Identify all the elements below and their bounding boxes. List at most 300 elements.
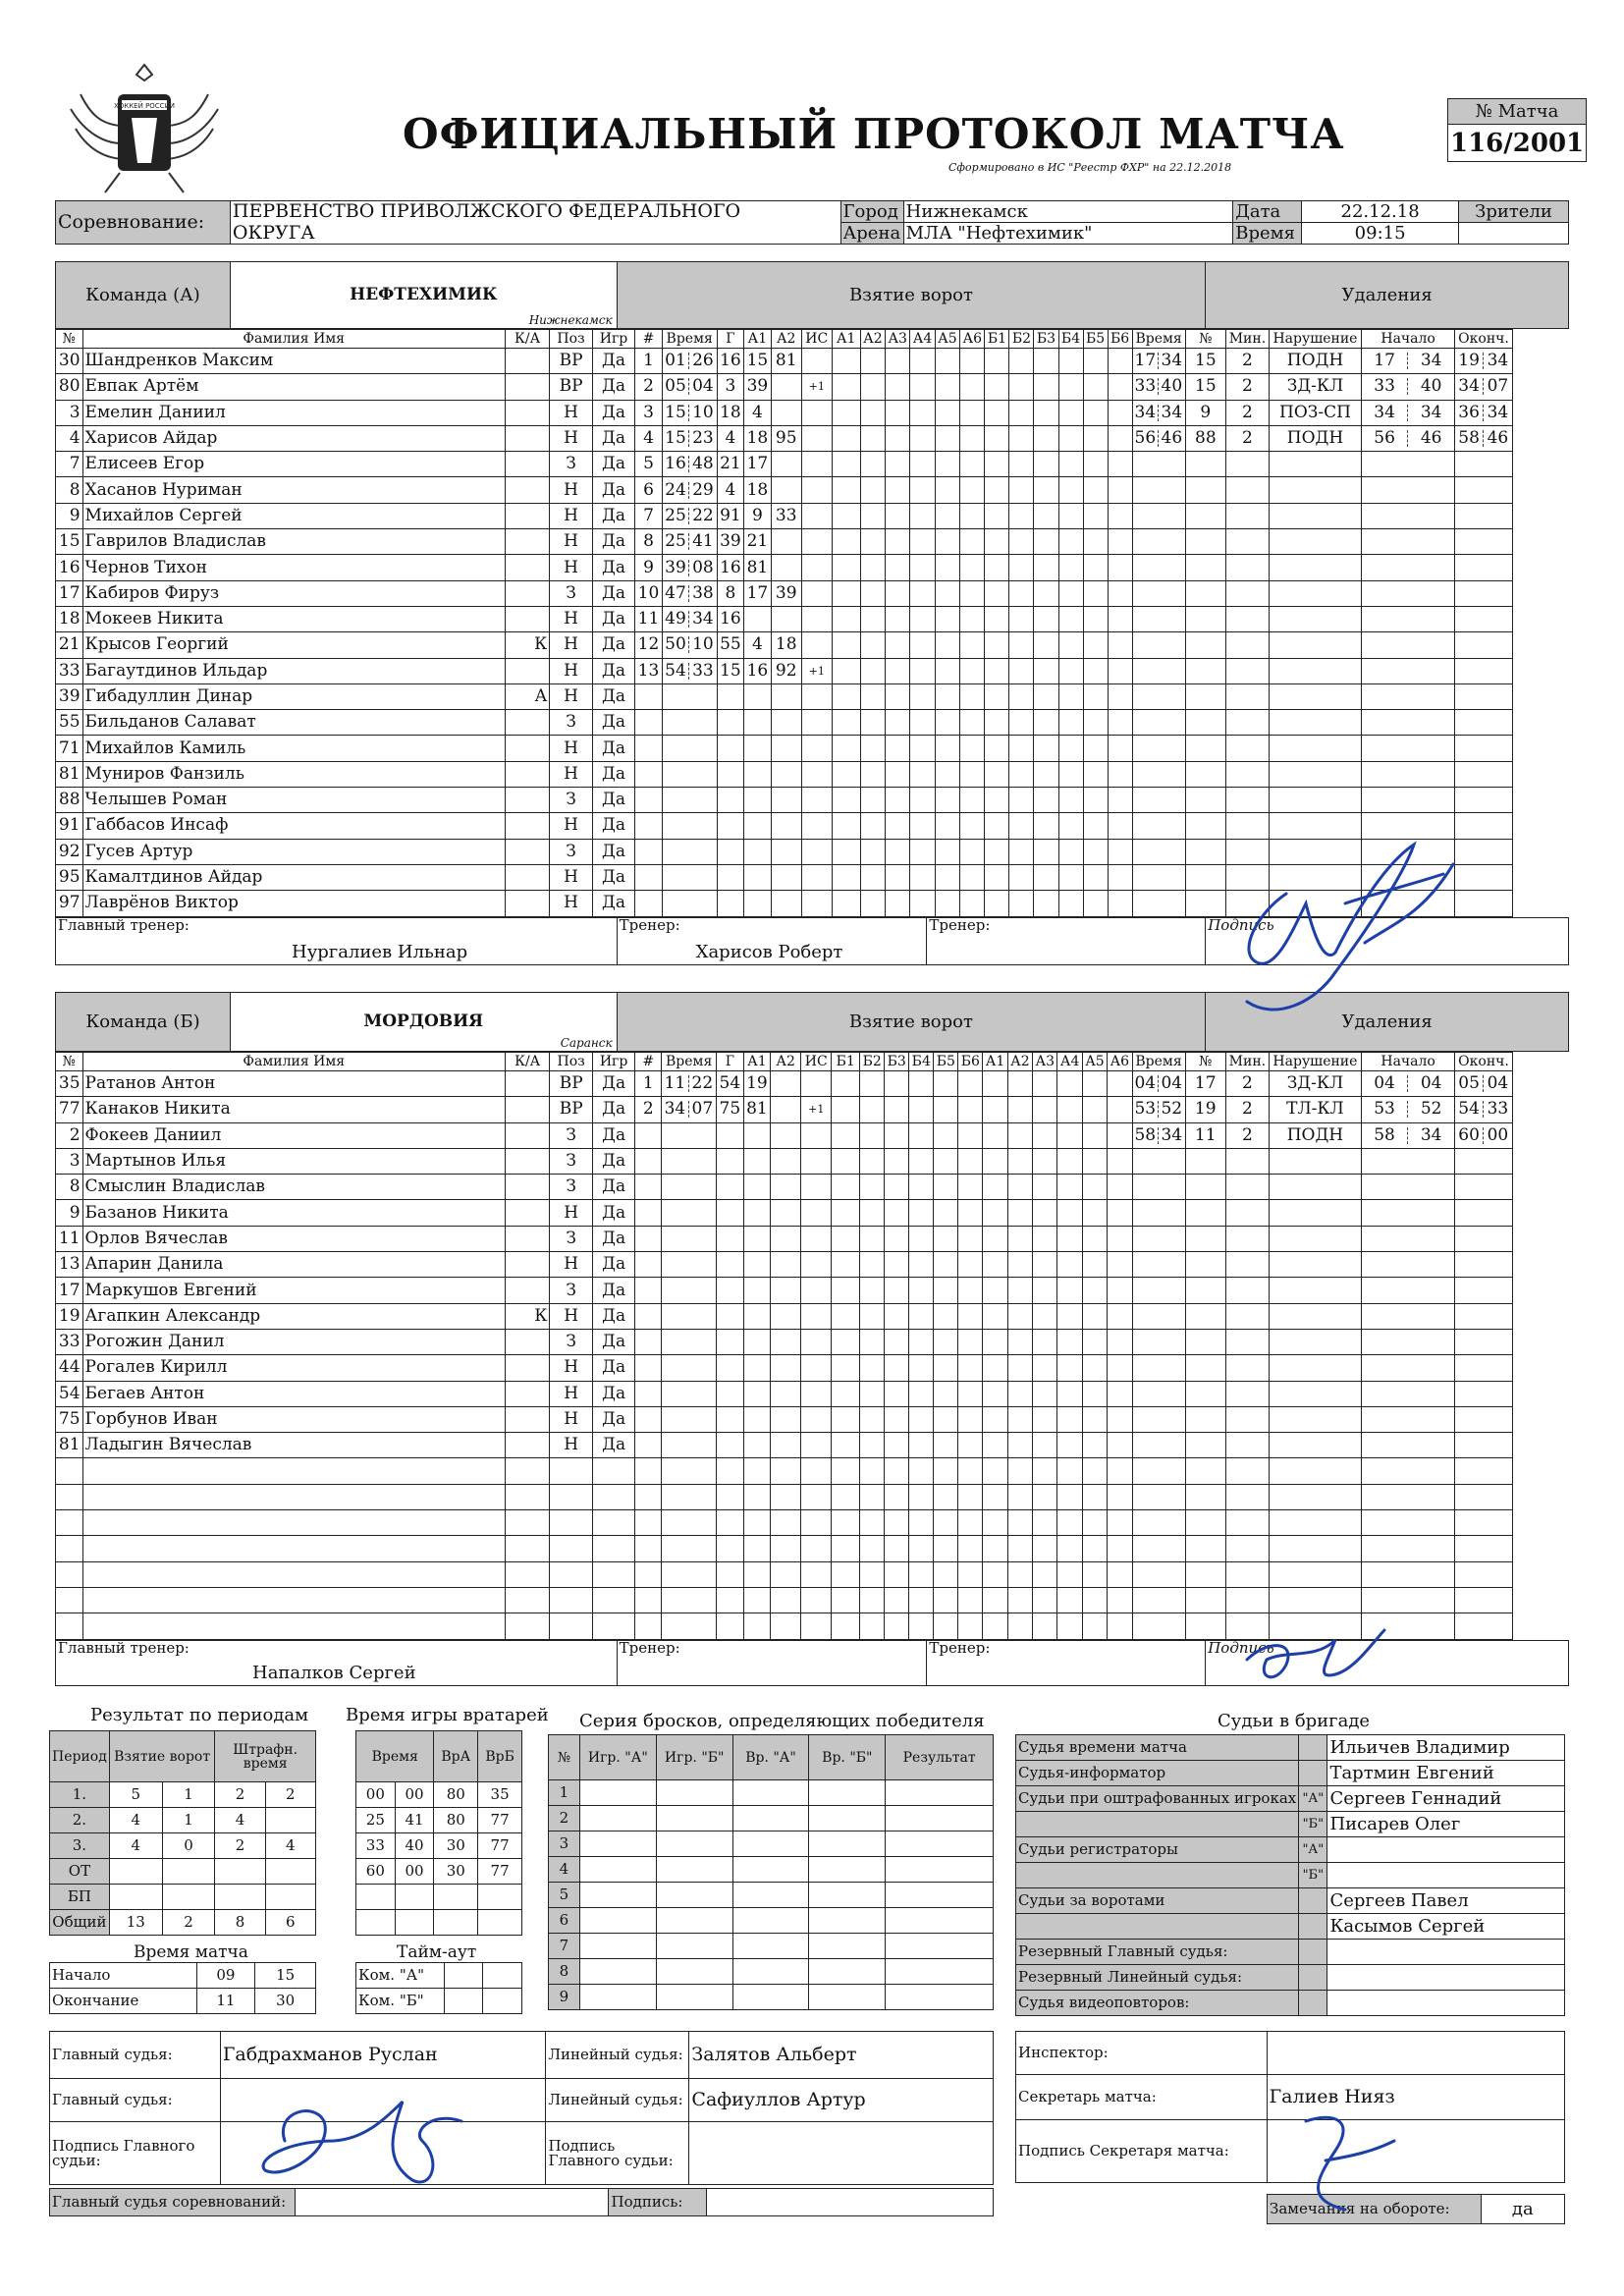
player-position (550, 1510, 592, 1536)
shootout-cell (732, 1985, 809, 2010)
player-number (56, 1587, 83, 1613)
goal-assist-1 (744, 864, 772, 890)
penalty-time (1132, 1433, 1185, 1458)
table-row (1016, 1914, 1565, 1940)
on-ice-cell (960, 891, 985, 916)
on-ice-cell (1009, 349, 1034, 374)
competition-info (55, 200, 1569, 245)
on-ice-cell (910, 683, 935, 709)
on-ice-cell (1083, 761, 1108, 787)
player-position: З (550, 1175, 592, 1200)
player-name: Горбунов Иван (82, 1406, 505, 1432)
on-ice-cell (1057, 1406, 1082, 1432)
goal-time (662, 1406, 717, 1432)
penalty-start (1362, 349, 1455, 374)
on-ice-cell (1058, 632, 1083, 658)
penalty-player (1185, 529, 1225, 555)
penalty-player (1185, 761, 1225, 787)
referee-name: Сергеев Павел (1327, 1888, 1565, 1914)
goal-min: 50 (663, 636, 689, 653)
table-row (56, 683, 1569, 709)
on-ice-cell (910, 761, 935, 787)
player-number: 92 (56, 839, 83, 864)
period-pen-a (215, 1885, 265, 1910)
player-captain (505, 529, 550, 555)
player-name: Бегаев Антон (82, 1381, 505, 1406)
player-captain (505, 1122, 550, 1148)
on-ice-cell (983, 1175, 1007, 1200)
penalty-violation: ПОДН (1269, 349, 1361, 374)
player-number: 33 (56, 1329, 83, 1354)
on-ice-cell (860, 1484, 885, 1509)
player-position (550, 1484, 592, 1509)
shootout-cell (886, 1985, 994, 2010)
player-played: Да (592, 425, 634, 451)
on-ice-cell (960, 477, 985, 503)
on-ice-cell (1083, 555, 1108, 580)
period-pen-a: 8 (215, 1910, 265, 1936)
on-ice-cell (934, 1484, 958, 1509)
grid-header-21: Б5 (1083, 330, 1108, 349)
goalie-b (478, 1910, 522, 1936)
player-played: Да (592, 1097, 634, 1122)
penalty-violation (1269, 1329, 1361, 1354)
penalty-violation (1269, 1587, 1361, 1613)
penalty-end (1455, 1097, 1513, 1122)
periods-title: Результат по периодам (90, 1705, 309, 1725)
on-ice-cell (935, 555, 959, 580)
on-ice-cell (910, 529, 935, 555)
player-name: Ратанов Антон (82, 1071, 505, 1097)
player-name: Михайлов Сергей (82, 503, 505, 528)
shootout-header: Результат (886, 1735, 994, 1780)
player-position: ВР (550, 349, 592, 374)
goal-assist-2 (771, 1355, 801, 1381)
on-ice-cell (934, 1278, 958, 1303)
player-captain (505, 1175, 550, 1200)
goal-min: 24 (663, 482, 689, 499)
penalty-minutes (1225, 1148, 1269, 1174)
penalty-time (1132, 1355, 1185, 1381)
on-ice-cell (1108, 1406, 1132, 1432)
penalty-minutes (1226, 529, 1270, 555)
player-number: 3 (56, 1148, 83, 1174)
competition-name-1: ПЕРВЕНСТВО ПРИВОЛЖСКОГО ФЕДЕРАЛЬНОГО (230, 201, 840, 223)
penalty-start (1362, 400, 1455, 425)
table-row (1016, 1888, 1565, 1914)
period-goals-a (109, 1885, 162, 1910)
table-row (1016, 1812, 1565, 1837)
on-ice-cell (1007, 1097, 1032, 1122)
goalie-a: 30 (434, 1833, 478, 1859)
on-ice-cell (983, 1252, 1007, 1278)
penalty-player (1185, 1536, 1225, 1561)
player-position: Н (550, 864, 592, 890)
player-number: 88 (56, 788, 83, 813)
goal-assist-1: 9 (744, 503, 772, 528)
grid-header-18: Б2 (1009, 330, 1034, 349)
goal-index (635, 1587, 662, 1613)
goal-time (662, 658, 717, 683)
goal-time (662, 710, 717, 736)
player-position (550, 1613, 592, 1639)
goal-assist-1 (744, 683, 772, 709)
penalty-player (1185, 658, 1225, 683)
shootout-cell (809, 1985, 886, 2010)
secretary-sign-label: Подпись Секретаря матча: (1016, 2120, 1268, 2183)
goal-situation (801, 891, 832, 916)
shootout-title: Серия бросков, определяющих победителя (579, 1711, 985, 1731)
goal-assist-1 (744, 710, 772, 736)
penalty-minutes (1225, 1278, 1269, 1303)
penalty-violation (1269, 736, 1361, 761)
on-ice-cell (860, 839, 885, 864)
on-ice-cell (860, 1587, 885, 1613)
on-ice-cell (958, 1303, 983, 1329)
player-captain (505, 1587, 550, 1613)
period-goals-b: 1 (162, 1782, 215, 1808)
goal-time (662, 683, 717, 709)
penalty-start (1362, 1510, 1455, 1536)
referee-team-mark (1299, 1735, 1327, 1761)
penalty-player: 17 (1185, 1071, 1225, 1097)
player-number (56, 1510, 83, 1536)
on-ice-cell (860, 761, 885, 787)
penalty-end (1455, 1561, 1513, 1587)
grid-header-7: Г (717, 1053, 744, 1071)
penalty-violation (1269, 1484, 1361, 1509)
penalty-violation (1269, 555, 1361, 580)
player-name: Михайлов Камиль (82, 736, 505, 761)
main-referee-sign-label-2: Подпись Главного судьи: (546, 2122, 689, 2185)
goal-index: 6 (635, 477, 663, 503)
on-ice-cell (832, 400, 860, 425)
on-ice-cell (958, 1097, 983, 1122)
goal-assist-2: 39 (771, 580, 801, 606)
player-played: Да (592, 349, 634, 374)
on-ice-cell (1108, 864, 1132, 890)
on-ice-cell (885, 1200, 909, 1226)
shootout-round: 9 (549, 1985, 580, 2010)
table-row (1016, 1837, 1565, 1863)
match-number: 116/2001 (1448, 125, 1587, 162)
on-ice-cell (1108, 788, 1132, 813)
penalty-end (1455, 632, 1513, 658)
competition-sign-label: Подпись: (609, 2189, 707, 2216)
goalie-change-min: 33 (356, 1833, 396, 1859)
shootout-cell (809, 1959, 886, 1985)
goal-time (662, 1536, 717, 1561)
competition-referee-table (49, 2188, 994, 2216)
on-ice-cell (1108, 1433, 1132, 1458)
period-goals-b: 1 (162, 1808, 215, 1833)
penalty-time (1132, 580, 1185, 606)
on-ice-cell (1082, 1458, 1107, 1484)
goal-time (662, 477, 717, 503)
date-label: Дата (1233, 201, 1302, 223)
team-b-coach2-cell (927, 1640, 1206, 1685)
penalty-time (1132, 606, 1185, 631)
goal-scorer (717, 1484, 744, 1509)
penalty-violation: ПОДН (1269, 425, 1361, 451)
penalty-violation (1269, 503, 1361, 528)
on-ice-cell (1034, 683, 1058, 709)
penalty-minutes (1225, 1433, 1269, 1458)
penalty-player (1185, 1200, 1225, 1226)
goal-situation (801, 529, 832, 555)
goal-situation (801, 1226, 832, 1251)
goal-index (635, 839, 663, 864)
goal-scorer (717, 1226, 744, 1251)
team-a-name: НЕФТЕХИМИК (350, 285, 498, 304)
goal-time (662, 503, 717, 528)
penalty-min: 33 (1133, 378, 1160, 395)
penalty-violation (1269, 1148, 1361, 1174)
on-ice-cell (860, 400, 885, 425)
grid-header-12: А2 (860, 330, 885, 349)
on-ice-cell (860, 1200, 885, 1226)
player-name: Канаков Никита (82, 1097, 505, 1122)
on-ice-cell (860, 891, 885, 916)
on-ice-cell (1108, 477, 1132, 503)
goal-time (662, 1122, 717, 1148)
goal-assist-1 (743, 1200, 771, 1226)
player-position: Н (550, 1355, 592, 1381)
on-ice-cell (860, 1406, 885, 1432)
goal-index (635, 1510, 662, 1536)
goal-time (662, 632, 717, 658)
on-ice-cell (1033, 1381, 1057, 1406)
shootout-cell (656, 1831, 732, 1857)
on-ice-cell (1083, 425, 1108, 451)
on-ice-cell (1034, 788, 1058, 813)
penalty-violation: ЗД-КЛ (1269, 1071, 1361, 1097)
goal-index (635, 710, 663, 736)
shootout-cell (656, 1934, 732, 1959)
on-ice-cell (832, 813, 860, 839)
penalty-player: 9 (1185, 400, 1225, 425)
goal-time (662, 529, 717, 555)
grid-header-3: Поз (550, 330, 592, 349)
penalty-end (1455, 580, 1513, 606)
goal-time (662, 1278, 717, 1303)
on-ice-cell (935, 683, 959, 709)
player-position: Н (550, 1252, 592, 1278)
on-ice-cell (909, 1278, 934, 1303)
player-number: 75 (56, 1406, 83, 1432)
table-row (56, 425, 1569, 451)
player-number: 39 (56, 683, 83, 709)
goal-situation (801, 503, 832, 528)
penalty-end (1455, 1406, 1513, 1432)
on-ice-cell (860, 632, 885, 658)
on-ice-cell (860, 1561, 885, 1587)
player-number: 9 (56, 503, 83, 528)
on-ice-cell (832, 632, 860, 658)
table-row (56, 374, 1569, 400)
penalty-time (1132, 1613, 1185, 1639)
goal-time (662, 1510, 717, 1536)
goalies-h-b: ВрБ (478, 1731, 522, 1782)
penalty-minutes (1226, 555, 1270, 580)
goalies-title: Время игры вратарей (346, 1705, 549, 1725)
penalty-start-min: 34 (1362, 405, 1408, 421)
player-captain (505, 400, 550, 425)
player-name: Гибадуллин Динар (82, 683, 505, 709)
penalty-time (1132, 1097, 1185, 1122)
player-played: Да (592, 1433, 634, 1458)
penalty-start-min: 53 (1362, 1101, 1408, 1118)
on-ice-cell (886, 503, 910, 528)
period-name: БП (50, 1885, 110, 1910)
on-ice-cell (1007, 1175, 1032, 1200)
goal-time (662, 891, 717, 916)
period-pen-a: 4 (215, 1808, 265, 1833)
table-row (549, 1985, 994, 2010)
penalty-violation: ПОЗ-СП (1269, 400, 1361, 425)
timeout-title: Тайм-аут (397, 1942, 477, 1962)
player-captain: К (505, 632, 550, 658)
goal-situation (801, 1355, 832, 1381)
goal-assist-2: 18 (771, 632, 801, 658)
on-ice-cell (1033, 1226, 1057, 1251)
goal-time (662, 1329, 717, 1354)
goal-index: 3 (635, 400, 663, 425)
goal-index (635, 1226, 662, 1251)
player-number: 17 (56, 580, 83, 606)
on-ice-cell (1082, 1406, 1107, 1432)
on-ice-cell (983, 1381, 1007, 1406)
on-ice-cell (1034, 736, 1058, 761)
penalty-start-sec: 34 (1420, 402, 1442, 422)
table-row (549, 1780, 994, 1806)
on-ice-cell (983, 1458, 1007, 1484)
on-ice-cell (832, 788, 860, 813)
goal-sec: 22 (691, 1073, 714, 1094)
goal-assist-1 (743, 1510, 771, 1536)
on-ice-cell (1033, 1278, 1057, 1303)
team-a-goals-title: Взятие ворот (617, 262, 1206, 329)
grid-header-3: Поз (550, 1053, 592, 1071)
on-ice-cell (983, 1278, 1007, 1303)
penalty-start (1362, 1071, 1455, 1097)
goalie-a (434, 1910, 478, 1936)
grid-header-22: Б6 (1108, 330, 1132, 349)
goal-situation (801, 1613, 832, 1639)
grid-header-14: Б4 (909, 1053, 934, 1071)
penalty-start (1362, 1458, 1455, 1484)
player-position: Н (550, 400, 592, 425)
on-ice-cell (860, 1329, 885, 1354)
player-captain (505, 864, 550, 890)
penalty-start (1362, 1097, 1455, 1122)
goal-index: 9 (635, 555, 663, 580)
goal-assist-1 (743, 1433, 771, 1458)
period-goals-a: 4 (109, 1808, 162, 1833)
on-ice-cell (886, 606, 910, 631)
on-ice-cell (1108, 529, 1132, 555)
grid-header-17: А1 (983, 1053, 1007, 1071)
goalie-change-min: 25 (356, 1808, 396, 1833)
penalty-end (1455, 1148, 1513, 1174)
competition-label: Соревнование: (56, 201, 231, 245)
penalty-minutes (1226, 736, 1270, 761)
on-ice-cell (832, 1097, 860, 1122)
on-ice-cell (1082, 1175, 1107, 1200)
player-name (82, 1613, 505, 1639)
table-row (56, 1278, 1569, 1303)
on-ice-cell (1108, 1175, 1132, 1200)
goal-assist-1 (743, 1278, 771, 1303)
goal-assist-2 (771, 891, 801, 916)
team-b-head-coach-cell (56, 1640, 618, 1685)
penalty-violation: ТЛ-КЛ (1269, 1097, 1361, 1122)
on-ice-cell (885, 1381, 909, 1406)
referee-role: Судья времени матча (1016, 1735, 1299, 1761)
goal-assist-1 (744, 606, 772, 631)
period-goals-a: 5 (109, 1782, 162, 1808)
on-ice-cell (1108, 891, 1132, 916)
team-b-city: Саранск (560, 1036, 613, 1050)
player-played: Да (592, 1122, 634, 1148)
on-ice-cell (1033, 1148, 1057, 1174)
on-ice-cell (910, 400, 935, 425)
matchtime-title: Время матча (134, 1942, 248, 1962)
referee-name (1327, 1837, 1565, 1863)
goal-assist-2: 33 (771, 503, 801, 528)
goal-time (662, 1381, 717, 1406)
on-ice-cell (1009, 761, 1034, 787)
table-row (1016, 1761, 1565, 1786)
goal-index: 13 (635, 658, 663, 683)
team-a-coach-label: Тренер: (619, 917, 680, 934)
referee-name (1327, 1965, 1565, 1991)
on-ice-cell (885, 1536, 909, 1561)
timeout-a-label: Ком. "А" (356, 1963, 445, 1989)
on-ice-cell (860, 1252, 885, 1278)
player-captain (505, 1536, 550, 1561)
on-ice-cell (1033, 1097, 1057, 1122)
player-number: 7 (56, 452, 83, 477)
goal-situation (801, 1303, 832, 1329)
goal-assist-1: 81 (744, 555, 772, 580)
on-ice-cell (934, 1303, 958, 1329)
on-ice-cell (985, 374, 1009, 400)
player-position: Н (550, 1433, 592, 1458)
team-b-signature-icon (1227, 1620, 1394, 1699)
team-b-goals-title: Взятие ворот (617, 993, 1206, 1052)
penalty-end (1455, 400, 1513, 425)
player-played: Да (592, 374, 634, 400)
on-ice-cell (1108, 1252, 1132, 1278)
goal-assist-1 (743, 1561, 771, 1587)
matchtime-start-sec: 15 (255, 1963, 316, 1989)
team-b-coach-cell (617, 1640, 927, 1685)
city-value: Нижнекамск (903, 201, 1233, 223)
on-ice-cell (985, 788, 1009, 813)
goal-scorer (717, 1278, 744, 1303)
on-ice-cell (1082, 1252, 1107, 1278)
referee-name (1327, 1863, 1565, 1888)
on-ice-cell (1033, 1561, 1057, 1587)
penalty-violation (1269, 529, 1361, 555)
on-ice-cell (1057, 1587, 1082, 1613)
on-ice-cell (1007, 1148, 1032, 1174)
on-ice-cell (909, 1097, 934, 1122)
player-number: 19 (56, 1303, 83, 1329)
remarks-label: Замечания на обороте: (1268, 2195, 1482, 2224)
player-number: 8 (56, 477, 83, 503)
